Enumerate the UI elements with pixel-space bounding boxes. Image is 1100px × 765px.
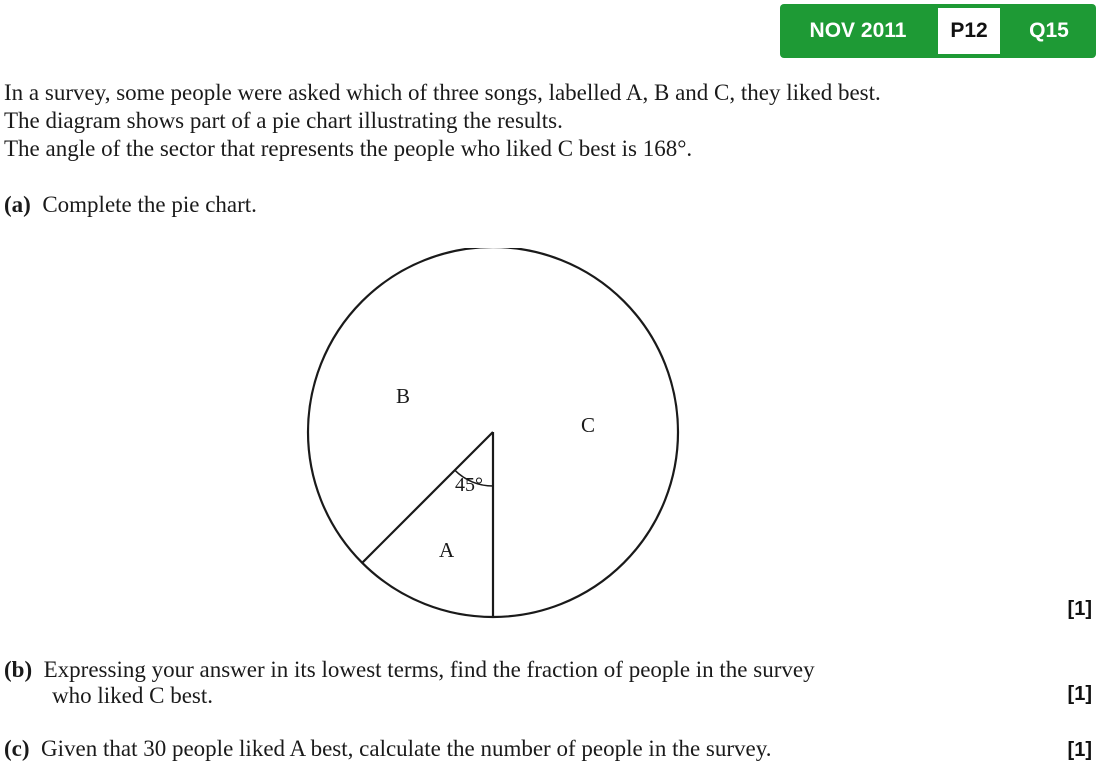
slice-label-c: C	[581, 413, 596, 437]
part-a	[4, 192, 257, 218]
part-c-label: (c)	[4, 736, 30, 761]
part-b-text-1: Expressing your answer in its lowest terms, find the fraction of people in the survey	[43, 657, 815, 682]
slice-label-a: A	[439, 538, 455, 562]
part-a-marks: [1]	[1067, 598, 1092, 620]
radius-a-b	[362, 432, 493, 563]
badge-date: NOV 2011	[809, 19, 907, 42]
part-a-label: (a)	[4, 192, 31, 217]
intro-line-1: In a survey, some people were asked which of three songs, labelled A, B and C, they liked best.	[4, 80, 881, 105]
slice-label-b: B	[396, 384, 411, 408]
part-a-text: Complete the pie chart.	[42, 192, 257, 217]
part-c-text: Given that 30 people liked A best, calculate the number of people in the survey.	[41, 736, 772, 761]
intro-line-2: The diagram shows part of a pie chart illustrating the results.	[4, 108, 563, 133]
part-b-label: (b)	[4, 657, 33, 682]
question-badge	[780, 4, 1096, 58]
intro-line-3: The angle of the sector that represents the people who liked C best is 168°.	[4, 136, 693, 161]
angle-label: 45°	[455, 474, 483, 496]
part-c-marks: [1]	[1067, 739, 1092, 761]
pie-chart	[300, 248, 690, 628]
part-b	[4, 657, 815, 683]
badge-paper: P12	[938, 8, 1000, 54]
part-b-text-2: who liked C best.	[52, 683, 213, 708]
part-c	[4, 736, 772, 762]
part-b-marks: [1]	[1067, 683, 1092, 705]
badge-question: Q15	[1029, 19, 1069, 42]
